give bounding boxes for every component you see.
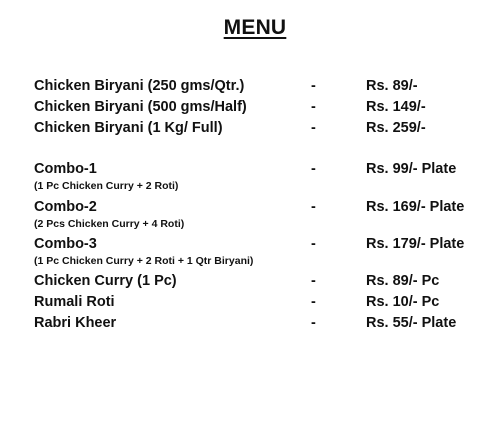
menu-item-combo (0, 159, 500, 192)
item-price: Rs. 169/- Plate (366, 199, 465, 215)
item-separator: - (311, 273, 316, 289)
item-price: Rs. 55/- Plate (366, 315, 457, 331)
item-price: Rs. 89/- Pc (366, 273, 440, 289)
item-separator: - (311, 199, 316, 215)
menu-item-combo (0, 234, 500, 267)
item-separator: - (311, 315, 316, 331)
item-name: Rabri Kheer (34, 315, 117, 331)
item-description: (2 Pcs Chicken Curry + 4 Roti) (34, 218, 185, 230)
menu-item (0, 292, 500, 312)
item-separator: - (311, 120, 316, 136)
item-separator: - (311, 161, 316, 177)
item-separator: - (311, 78, 316, 94)
item-separator: - (311, 236, 316, 252)
item-name: Combo-2 (34, 199, 97, 215)
menu-item (0, 271, 500, 291)
item-price: Rs. 10/- Pc (366, 294, 440, 310)
item-name: Chicken Curry (1 Pc) (34, 273, 177, 289)
item-name: Combo-3 (34, 236, 97, 252)
item-name: Combo-1 (34, 161, 97, 177)
menu-item (0, 313, 500, 333)
menu-item (0, 118, 500, 138)
item-separator: - (311, 99, 316, 115)
menu-title: MENU (223, 16, 287, 39)
menu-item (0, 97, 500, 117)
item-price: Rs. 149/- (366, 99, 426, 115)
item-price: Rs. 259/- (366, 120, 426, 136)
menu-item-combo (0, 197, 500, 230)
item-name: Chicken Biryani (1 Kg/ Full) (34, 120, 223, 136)
item-price: Rs. 179/- Plate (366, 236, 465, 252)
item-name: Chicken Biryani (500 gms/Half) (34, 99, 247, 115)
item-name: Chicken Biryani (250 gms/Qtr.) (34, 78, 245, 94)
item-description: (1 Pc Chicken Curry + 2 Roti + 1 Qtr Biryani) (34, 255, 254, 267)
item-price: Rs. 99/- Plate (366, 161, 457, 177)
menu-item (0, 76, 500, 96)
item-separator: - (311, 294, 316, 310)
item-price: Rs. 89/- (366, 78, 418, 94)
item-name: Rumali Roti (34, 294, 115, 310)
item-description: (1 Pc Chicken Curry + 2 Roti) (34, 180, 179, 192)
